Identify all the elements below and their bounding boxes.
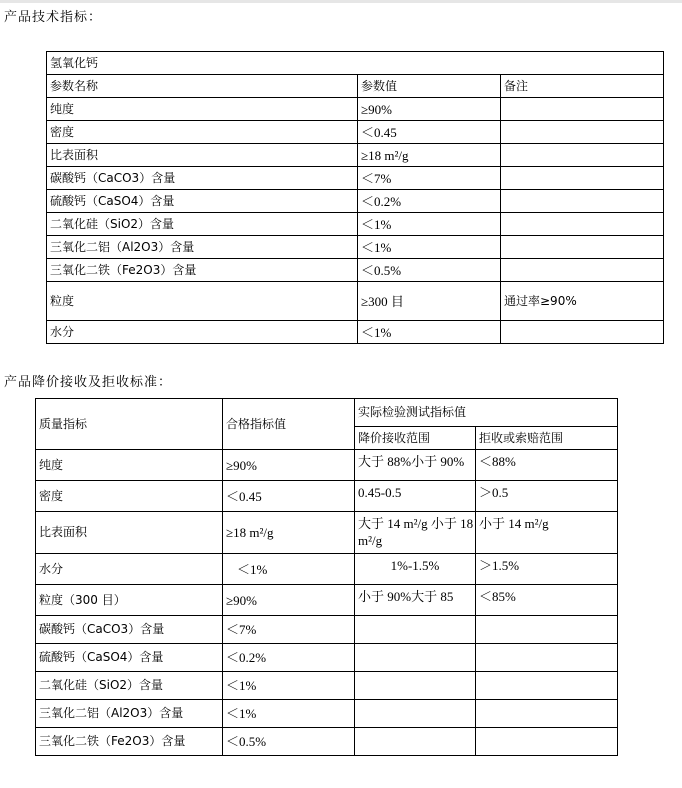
table-row	[47, 236, 664, 259]
param-name: 比表面积	[47, 144, 358, 167]
discount-range	[355, 616, 476, 644]
technical-specs-heading: 产品技术指标：	[4, 10, 103, 25]
acceptance-criteria-table	[35, 398, 618, 756]
param-name: 三氧化二铝（Al2O3）含量	[47, 236, 358, 259]
param-value: ＜0.45	[358, 121, 501, 144]
discount-range	[355, 672, 476, 700]
param-value: ＜7%	[358, 167, 501, 190]
header-row	[36, 399, 618, 427]
table-row	[36, 512, 618, 554]
quality-name: 硫酸钙（CaSO4）含量	[36, 644, 223, 672]
param-note	[501, 144, 664, 167]
discount-range: 0.45-0.5	[355, 481, 476, 512]
quality-name: 碳酸钙（CaCO3）含量	[36, 616, 223, 644]
param-note	[501, 190, 664, 213]
reject-range	[476, 644, 618, 672]
param-name: 水分	[47, 321, 358, 344]
param-value: ＜1%	[358, 213, 501, 236]
table-row	[36, 481, 618, 512]
param-name: 碳酸钙（CaCO3）含量	[47, 167, 358, 190]
quality-name: 纯度	[36, 450, 223, 481]
table-row	[36, 616, 618, 644]
table-row	[47, 98, 664, 121]
qualified-value: ＜1%	[223, 672, 355, 700]
header-quality: 质量指标	[36, 399, 223, 450]
table-title: 氢氧化钙	[47, 52, 664, 75]
param-note	[501, 98, 664, 121]
header-actual: 实际检验测试指标值	[355, 399, 618, 427]
header-reject: 拒收或索赔范围	[476, 427, 618, 450]
param-name: 密度	[47, 121, 358, 144]
qualified-value: ＜1%	[223, 700, 355, 728]
top-divider	[0, 0, 682, 3]
param-note	[501, 213, 664, 236]
header-param-name: 参数名称	[47, 75, 358, 98]
quality-name: 密度	[36, 481, 223, 512]
discount-range: 大于 14 m²/g 小于 18 m²/g	[355, 512, 476, 554]
table-row	[47, 121, 664, 144]
table-row	[36, 728, 618, 756]
reject-range: ＜88%	[476, 450, 618, 481]
reject-range	[476, 616, 618, 644]
quality-name: 三氧化二铁（Fe2O3）含量	[36, 728, 223, 756]
param-note	[501, 121, 664, 144]
table-row	[47, 282, 664, 321]
reject-range	[476, 728, 618, 756]
header-row	[47, 75, 664, 98]
param-name: 三氧化二铁（Fe2O3）含量	[47, 259, 358, 282]
table-row	[36, 644, 618, 672]
param-note	[501, 236, 664, 259]
qualified-value: ＜0.5%	[223, 728, 355, 756]
table-row	[47, 190, 664, 213]
qualified-value: ＜0.45	[223, 481, 355, 512]
header-qualified: 合格指标值	[223, 399, 355, 450]
reject-range: ＞0.5	[476, 481, 618, 512]
param-value: ＜0.5%	[358, 259, 501, 282]
quality-name: 比表面积	[36, 512, 223, 554]
param-value: ≥300 目	[358, 282, 501, 321]
table-row	[36, 554, 618, 585]
qualified-value: ＜7%	[223, 616, 355, 644]
table-row	[47, 144, 664, 167]
discount-range	[355, 728, 476, 756]
qualified-value: ＜0.2%	[223, 644, 355, 672]
param-name: 粒度	[47, 282, 358, 321]
table-row	[36, 585, 618, 616]
table-row	[47, 321, 664, 344]
discount-range	[355, 644, 476, 672]
param-name: 纯度	[47, 98, 358, 121]
acceptance-criteria-heading: 产品降价接收及拒收标准：	[4, 375, 173, 390]
quality-name: 粒度（300 目）	[36, 585, 223, 616]
reject-range	[476, 700, 618, 728]
param-value: ＜1%	[358, 236, 501, 259]
discount-range	[355, 700, 476, 728]
table-row	[36, 450, 618, 481]
qualified-value: ≥90%	[223, 450, 355, 481]
qualified-value: ≥18 m²/g	[223, 512, 355, 554]
param-note	[501, 259, 664, 282]
param-value: ≥18 m²/g	[358, 144, 501, 167]
table-row	[47, 167, 664, 190]
discount-range: 1%-1.5%	[355, 554, 476, 585]
reject-range: 小于 14 m²/g	[476, 512, 618, 554]
reject-range: ＜85%	[476, 585, 618, 616]
table-title-row	[47, 52, 664, 75]
header-note: 备注	[501, 75, 664, 98]
discount-range: 小于 90%大于 85	[355, 585, 476, 616]
param-name: 二氧化硅（SiO2）含量	[47, 213, 358, 236]
technical-specs-table	[46, 51, 664, 344]
header-param-value: 参数值	[358, 75, 501, 98]
discount-range: 大于 88%小于 90%	[355, 450, 476, 481]
reject-range	[476, 672, 618, 700]
table-row	[47, 259, 664, 282]
quality-name: 三氧化二铝（Al2O3）含量	[36, 700, 223, 728]
qualified-value: ≥90%	[223, 585, 355, 616]
param-name: 硫酸钙（CaSO4）含量	[47, 190, 358, 213]
param-note	[501, 321, 664, 344]
quality-name: 水分	[36, 554, 223, 585]
qualified-value: ＜1%	[223, 554, 355, 585]
param-note	[501, 167, 664, 190]
table-row	[47, 213, 664, 236]
reject-range: ＞1.5%	[476, 554, 618, 585]
param-value: ＜0.2%	[358, 190, 501, 213]
param-note: 通过率≥90%	[501, 282, 664, 321]
param-value: ＜1%	[358, 321, 501, 344]
quality-name: 二氧化硅（SiO2）含量	[36, 672, 223, 700]
param-value: ≥90%	[358, 98, 501, 121]
header-discount: 降价接收范围	[355, 427, 476, 450]
table-row	[36, 672, 618, 700]
table-row	[36, 700, 618, 728]
